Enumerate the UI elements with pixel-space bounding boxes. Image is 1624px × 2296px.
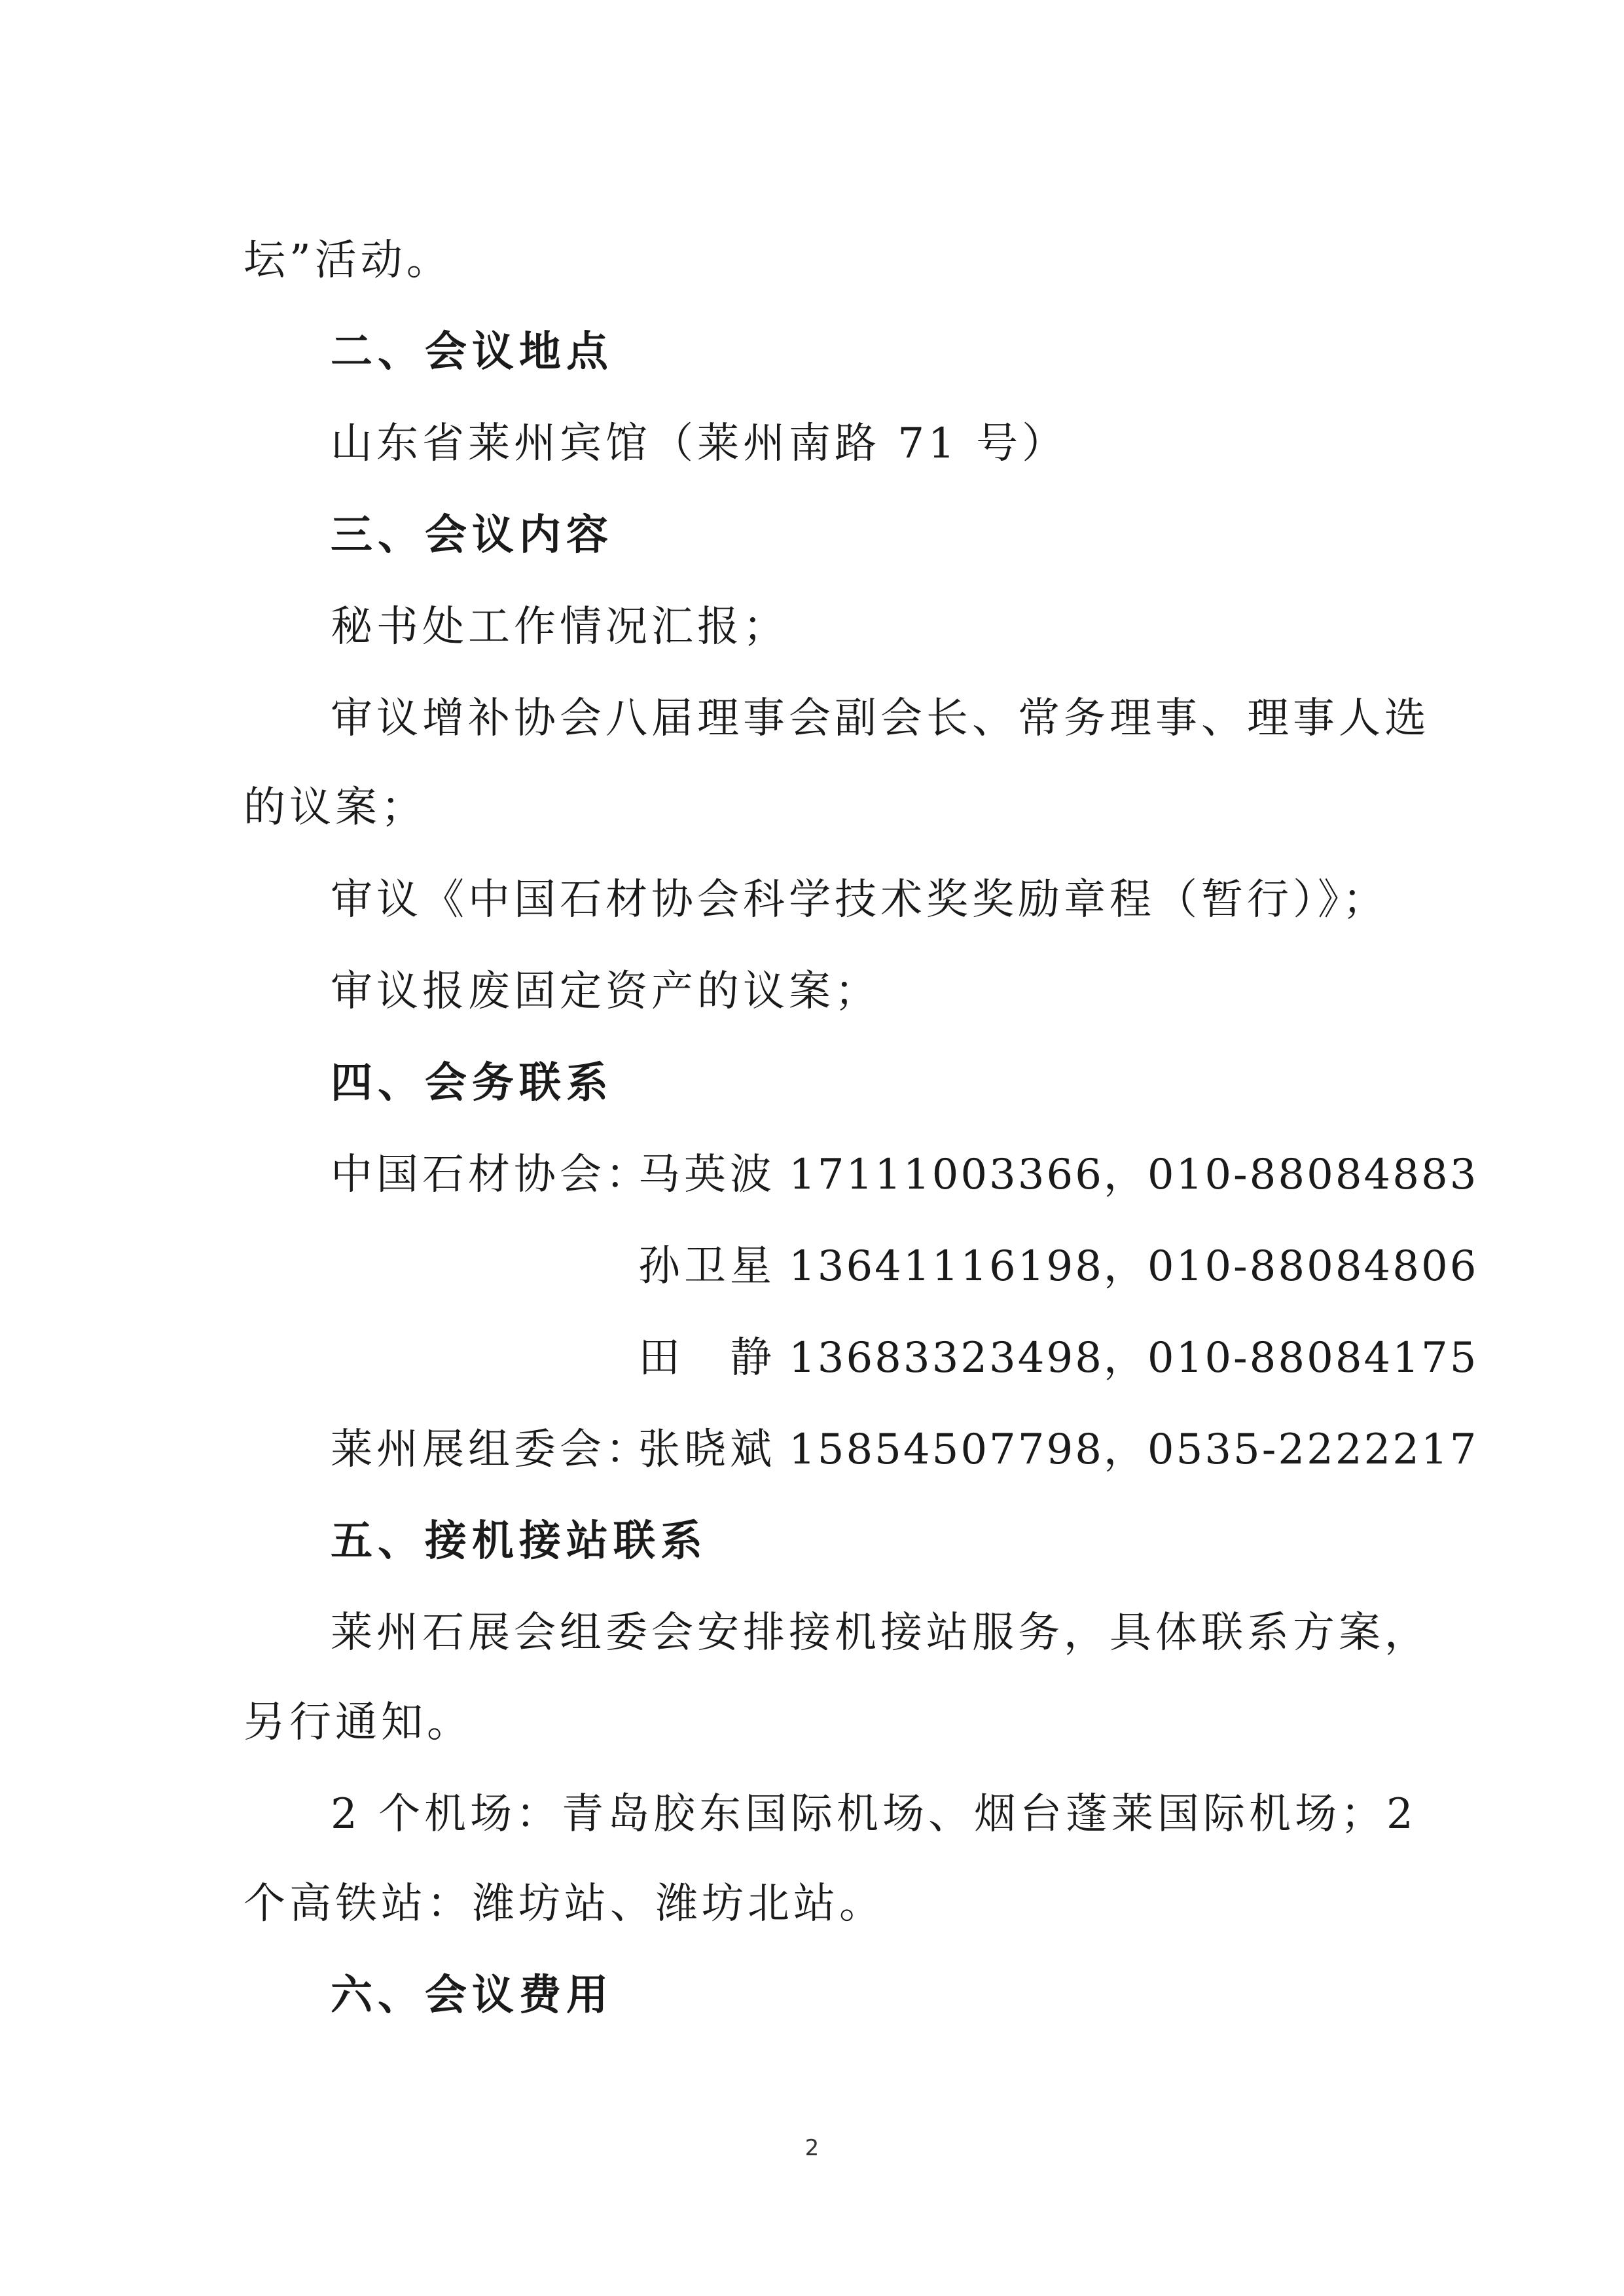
contact-row xyxy=(0,1149,1624,1201)
contact-org: 中国石材协会： xyxy=(331,1151,651,1199)
agenda-item: 审议增补协会八届理事会副会长、常务理事、理事人选 xyxy=(331,694,1430,743)
agenda-item: 审议报废固定资产的议案； xyxy=(331,967,880,1016)
contact-row xyxy=(0,1332,1624,1384)
contact-name: 孙卫星 xyxy=(638,1242,776,1291)
agenda-item-continuation: 的议案； xyxy=(244,783,427,832)
contact-phones: 13683323498，010-88084175 xyxy=(789,1334,1479,1382)
venue-address: 山东省莱州宾馆（莱州南路 71 号） xyxy=(331,420,1068,468)
agenda-item: 审议《中国石材协会科学技术奖奖励章程（暂行）》； xyxy=(331,876,1388,924)
section-heading-pickup: 五、接机接站联系 xyxy=(331,1517,708,1566)
section-heading-content: 三、会议内容 xyxy=(331,511,613,560)
agenda-item: 秘书处工作情况汇报； xyxy=(331,603,789,651)
section-heading-contacts: 四、会务联系 xyxy=(331,1059,613,1107)
paragraph-continuation: 坛”活动。 xyxy=(244,236,452,285)
contact-name: 张晓斌 xyxy=(638,1426,776,1474)
page-number: 2 xyxy=(804,2135,820,2161)
airports-paragraph: 2 个机场：青岛胶东国际机场、烟台蓬莱国际机场；2 xyxy=(331,1790,1417,1839)
pickup-paragraph-continuation: 另行通知。 xyxy=(244,1698,473,1747)
section-heading-fees: 六、会议费用 xyxy=(331,1971,613,2020)
contact-row xyxy=(0,1240,1624,1293)
section-heading-venue: 二、会议地点 xyxy=(331,328,613,376)
contact-name: 田 静 xyxy=(638,1334,776,1382)
contact-phones: 13641116198，010-88084806 xyxy=(789,1242,1479,1291)
contact-row xyxy=(0,1424,1624,1476)
pickup-paragraph: 莱州石展会组委会安排接机接站服务，具体联系方案， xyxy=(331,1609,1430,1657)
contact-name: 马英波 xyxy=(638,1151,776,1199)
stations-paragraph: 个高铁站：潍坊站、潍坊北站。 xyxy=(244,1880,885,1928)
contact-org: 莱州展组委会： xyxy=(331,1426,651,1474)
contact-phones: 17111003366，010-88084883 xyxy=(789,1151,1479,1199)
contact-phones: 15854507798，0535-2222217 xyxy=(789,1426,1479,1474)
